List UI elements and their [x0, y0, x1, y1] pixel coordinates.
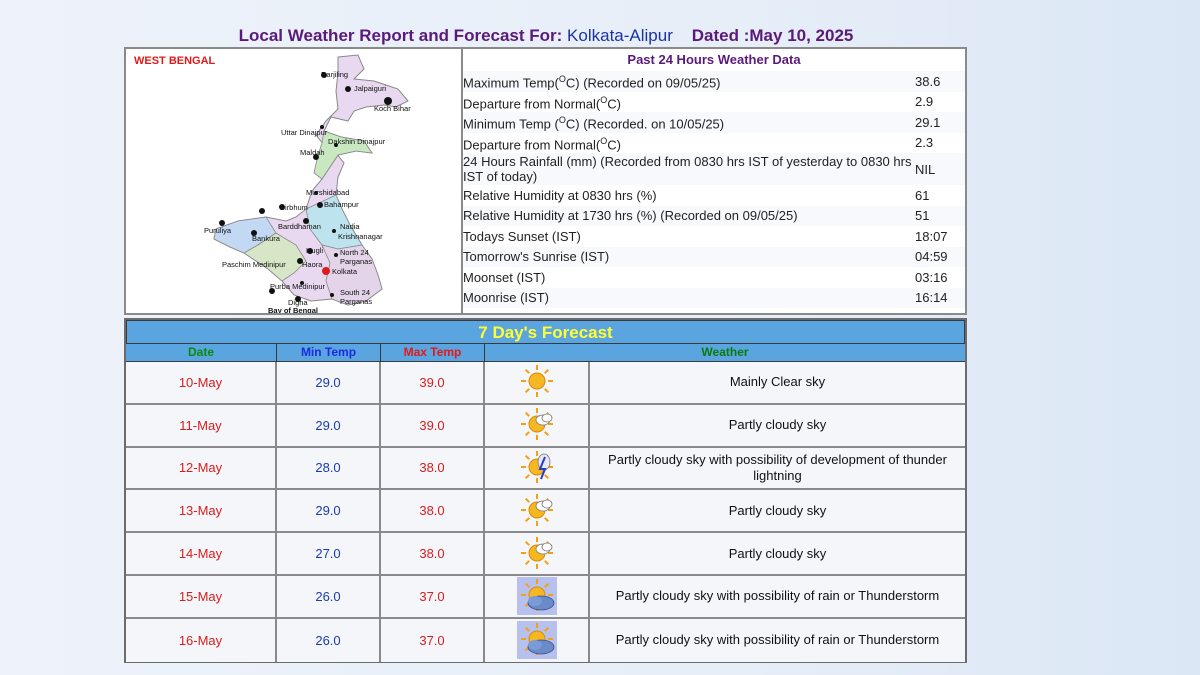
- svg-text:Uttar Dinajpur: Uttar Dinajpur: [281, 128, 328, 137]
- past-data-label: Minimum Temp ($^O$C) (Recorded. on 10/05/25): [463, 115, 725, 132]
- map-icon: [126, 49, 461, 313]
- forecast-row: [126, 448, 965, 491]
- top-panel: [124, 47, 967, 315]
- forecast-weather: Partly cloudy sky: [728, 502, 827, 518]
- forecast-min-temp: 27.0: [277, 533, 381, 574]
- svg-text:Birbhum: Birbhum: [280, 203, 308, 212]
- header-weather: Weather: [701, 345, 749, 359]
- past-data-label: Departure from Normal($^O$C): [463, 135, 621, 152]
- forecast-icon-cell: [485, 533, 590, 574]
- state-label: WEST BENGAL: [134, 55, 216, 67]
- header-date: Date: [126, 344, 277, 361]
- forecast-max-temp: 38.0: [381, 490, 485, 531]
- past-data-row: [463, 206, 965, 227]
- forecast-max-temp: 38.0: [381, 533, 485, 574]
- forecast-date: 11-May: [126, 405, 277, 446]
- report-title: [0, 26, 1092, 46]
- past-data-label: Tomorrow's Sunrise (IST): [463, 249, 610, 265]
- svg-text:Bahampur: Bahampur: [324, 200, 359, 209]
- past-data-value: 29.1: [915, 114, 941, 130]
- svg-text:Dakshin Dinajpur: Dakshin Dinajpur: [328, 137, 386, 146]
- forecast-min-temp: 26.0: [277, 619, 381, 662]
- forecast-min-temp: 29.0: [277, 405, 381, 446]
- west-bengal-map: [126, 49, 463, 313]
- past-data-label: Departure from Normal($^O$C): [463, 94, 621, 111]
- forecast-weather: Partly cloudy sky with possibility of rain or Thunderstorm: [615, 632, 940, 648]
- past-data-row: [463, 247, 965, 268]
- forecast-min-temp: 29.0: [277, 362, 381, 403]
- past-data-value: 03:16: [915, 269, 948, 285]
- title-prefix: Local Weather Report and Forecast For:: [238, 26, 568, 45]
- forecast-max-temp: 39.0: [381, 362, 485, 403]
- forecast-icon-cell: [485, 362, 590, 403]
- past-data-row: [463, 112, 965, 133]
- forecast-icon-cell: [485, 405, 590, 446]
- past-24-hours-panel: [463, 49, 965, 313]
- past-data-row: [463, 92, 965, 113]
- past-data-value: 2.3: [915, 135, 934, 151]
- forecast-max-temp: 37.0: [381, 619, 485, 662]
- svg-text:Krishnanagar: Krishnanagar: [338, 232, 383, 241]
- svg-text:Parganas: Parganas: [340, 257, 373, 266]
- past-data-row: [463, 185, 965, 206]
- forecast-row: [126, 362, 965, 405]
- svg-text:Digha: Digha: [288, 298, 308, 307]
- svg-text:Puruliya: Puruliya: [204, 226, 232, 235]
- svg-text:Paschim Medinipur: Paschim Medinipur: [222, 260, 286, 269]
- past-data-label: 24 Hours Rainfall (mm) (Recorded from 0830 hrs IST of yesterday to 0830 hrs IST of today): [463, 154, 912, 184]
- partly-cloudy-icon: [517, 492, 557, 530]
- past-data-label: Todays Sunset (IST): [463, 228, 581, 244]
- past-data-value: NIL: [915, 161, 936, 177]
- partly-cloudy-icon: [517, 535, 557, 573]
- forecast-header-row: [126, 344, 965, 362]
- forecast-min-temp: 28.0: [277, 448, 381, 489]
- header-max-temp: Max Temp: [381, 344, 485, 361]
- forecast-icon-cell: [485, 490, 590, 531]
- forecast-date: 12-May: [126, 448, 277, 489]
- forecast-row: [126, 576, 965, 619]
- svg-text:Darjiling: Darjiling: [321, 70, 349, 79]
- forecast-icon-cell: [485, 448, 590, 489]
- forecast-weather: Partly cloudy sky: [728, 417, 827, 433]
- past-data-label: Relative Humidity at 1730 hrs (%) (Recorded on 09/05/25): [463, 208, 798, 224]
- forecast-icon-cell: [485, 576, 590, 617]
- forecast-icon-cell: [485, 619, 590, 662]
- rain-thunderstorm-icon: [517, 621, 557, 659]
- forecast-row: [126, 490, 965, 533]
- past-data-row: [463, 288, 965, 309]
- past-data-value: 04:59: [915, 249, 948, 265]
- past-24-hours-title: Past 24 Hours Weather Data: [627, 52, 801, 67]
- rain-thunderstorm-icon: [517, 577, 557, 615]
- svg-text:Parganas: Parganas: [340, 297, 373, 306]
- svg-text:Haora: Haora: [302, 260, 323, 269]
- report-date: Dated :May 10, 2025: [691, 26, 854, 45]
- forecast-row: [126, 619, 965, 662]
- past-data-value: 18:07: [915, 228, 948, 244]
- past-data-row: [463, 133, 965, 154]
- past-data-row: [463, 267, 965, 288]
- svg-text:Kolkata: Kolkata: [332, 267, 358, 276]
- past-data-value: 2.9: [915, 94, 934, 110]
- forecast-weather: Mainly Clear sky: [729, 374, 826, 390]
- svg-text:North 24: North 24: [340, 248, 369, 257]
- svg-text:South 24: South 24: [340, 288, 371, 297]
- past-data-row: [463, 71, 965, 92]
- forecast-weather: Partly cloudy sky: [728, 545, 827, 561]
- forecast-date: 13-May: [126, 490, 277, 531]
- forecast-max-temp: 37.0: [381, 576, 485, 617]
- forecast-panel: [124, 318, 967, 663]
- svg-text:Hugli: Hugli: [306, 246, 324, 255]
- forecast-max-temp: 38.0: [381, 448, 485, 489]
- past-data-label: Moonrise (IST): [463, 290, 549, 306]
- forecast-min-temp: 29.0: [277, 490, 381, 531]
- svg-text:Jalpaiguri: Jalpaiguri: [354, 84, 387, 93]
- forecast-row: [126, 533, 965, 576]
- location-name: Kolkata-Alipur: [567, 26, 673, 45]
- svg-text:Maldah: Maldah: [300, 148, 325, 157]
- past-data-label: Maximum Temp($^O$C) (Recorded on 09/05/25): [463, 74, 721, 91]
- past-data-row: [463, 153, 965, 185]
- past-data-row: [463, 226, 965, 247]
- forecast-date: 10-May: [126, 362, 277, 403]
- forecast-date: 15-May: [126, 576, 277, 617]
- header-min-temp: Min Temp: [277, 344, 381, 361]
- past-data-value: 51: [915, 208, 930, 224]
- past-data-label: Relative Humidity at 0830 hrs (%): [463, 187, 657, 203]
- forecast-date: 14-May: [126, 533, 277, 574]
- past-data-value: 61: [915, 187, 930, 203]
- svg-text:Bay of Bengal: Bay of Bengal: [268, 306, 319, 313]
- past-data-value: 16:14: [915, 290, 948, 306]
- sun-icon: [517, 363, 557, 401]
- partly-cloudy-icon: [517, 406, 557, 444]
- svg-text:Murshidabad: Murshidabad: [306, 188, 350, 197]
- forecast-title: 7 Day's Forecast: [126, 320, 965, 344]
- forecast-date: 16-May: [126, 619, 277, 662]
- svg-text:Purba Medinipur: Purba Medinipur: [270, 282, 326, 291]
- svg-text:Bankura: Bankura: [252, 234, 280, 243]
- forecast-min-temp: 26.0: [277, 576, 381, 617]
- past-data-value: 38.6: [915, 73, 941, 89]
- forecast-weather: Partly cloudy sky with possibility of rain or Thunderstorm: [615, 588, 940, 604]
- forecast-max-temp: 39.0: [381, 405, 485, 446]
- forecast-row: [126, 405, 965, 448]
- past-data-label: Moonset (IST): [463, 269, 546, 285]
- forecast-weather: Partly cloudy sky with possibility of development of thunder lightning: [608, 451, 947, 483]
- thunder-lightning-icon: [517, 449, 557, 487]
- svg-text:Nadia: Nadia: [340, 222, 360, 231]
- svg-text:Koch Bihar: Koch Bihar: [374, 104, 411, 113]
- svg-text:Barddhaman: Barddhaman: [278, 222, 321, 231]
